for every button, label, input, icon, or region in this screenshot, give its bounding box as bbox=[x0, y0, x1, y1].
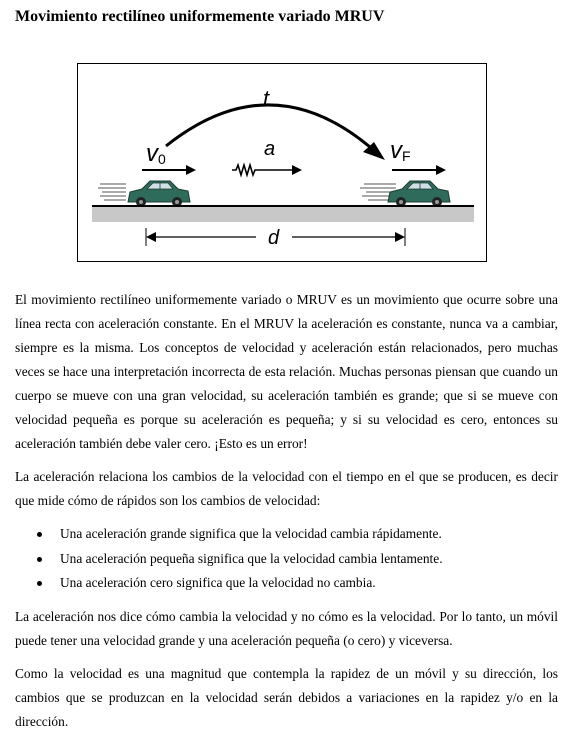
car-right bbox=[360, 181, 450, 207]
label-a: a bbox=[264, 138, 276, 160]
mruv-diagram bbox=[77, 63, 487, 262]
acceleration-zigzag-arrow bbox=[232, 165, 300, 175]
list-item: Una aceleración cero significa que la velocidad no cambia. bbox=[15, 571, 558, 596]
paragraph-velocity-vs-acceleration: La aceleración nos dice cómo cambia la velocidad y no cómo es la velocidad. Por lo tanto, un móvil puede tener una velocidad grande y una aceleración pequeña (o cero) y viceversa. bbox=[15, 608, 558, 648]
label-vf: vF bbox=[390, 137, 411, 164]
label-v0: v0 bbox=[146, 140, 166, 167]
paragraph-acceleration-definition: La aceleración relaciona los cambios de la velocidad con el tiempo en el que se producen, es decir que mide cómo de rápidos son los cambios de velocidad: bbox=[15, 469, 558, 508]
paragraph-intro: El movimiento rectilíneo uniformemente variado o MRUV es un movimiento que ocurre sobre una línea recta con aceleración constante. En el MRUV la aceleración es constante, nunca va a cambiar, siempre es la misma. Los conceptos de velocidad y aceleración están relacionados, pero muchas veces se hace una interpretación incorrecta de esta relación. Muchas personas piensan que cuando un cuerpo se mueve con una gran velocidad, su aceleración también es grande; que si se mueve con velocidad pequeña es porque su aceleración es pequeña; y si su velocidad es cero, entonces su aceleración también debe valer cero. ¡Esto es un error! bbox=[15, 292, 558, 451]
road bbox=[92, 206, 474, 222]
car-left bbox=[98, 181, 190, 207]
article-body bbox=[15, 288, 558, 743]
list-item: Una aceleración pequeña significa que la velocidad cambia lentamente. bbox=[15, 547, 558, 572]
list-item: Una aceleración grande significa que la velocidad cambia rápidamente. bbox=[15, 522, 558, 547]
label-t: t bbox=[263, 86, 270, 111]
label-d: d bbox=[268, 227, 280, 249]
mruv-diagram-svg bbox=[78, 64, 486, 261]
paragraph-velocity-magnitude: Como la velocidad es una magnitud que contempla la rapidez de un móvil y su dirección, los cambios que se produzcan en la velocidad serán debidos a variaciones en la rapidez y/o en la dirección. bbox=[15, 665, 558, 729]
acceleration-list bbox=[15, 522, 558, 596]
page-title: Movimiento rectilíneo uniformemente variado MRUV bbox=[15, 8, 385, 25]
motion-lines-left bbox=[98, 184, 126, 200]
